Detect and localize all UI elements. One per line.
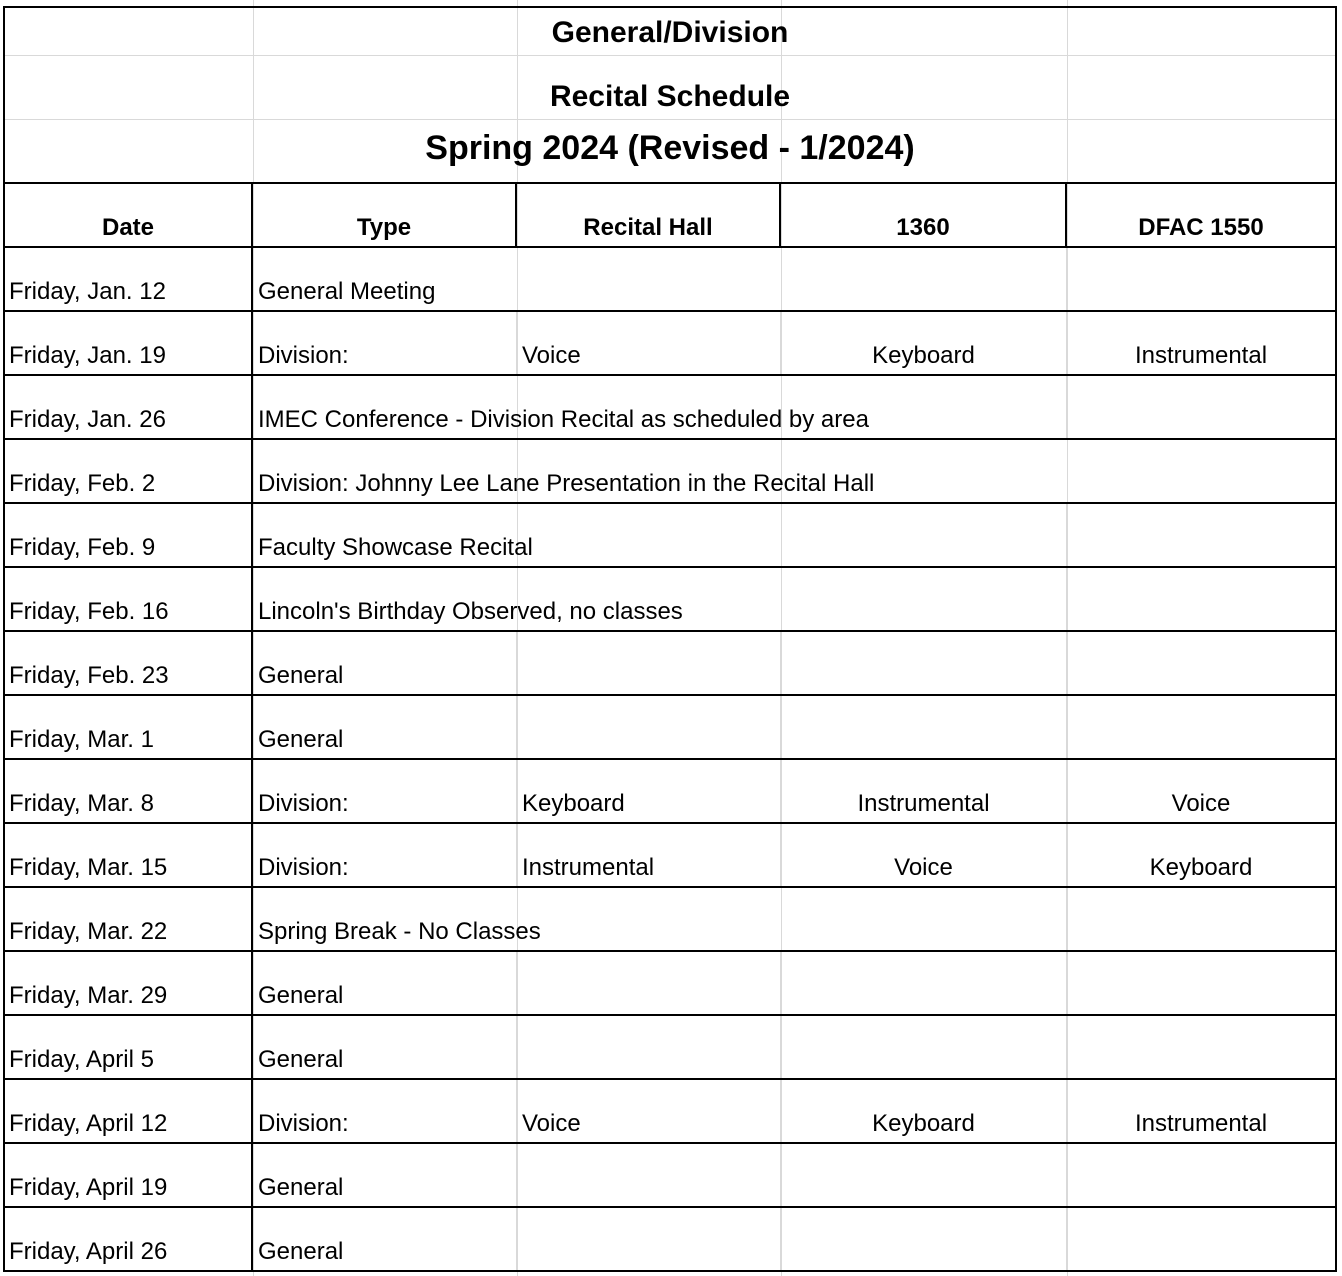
type-text: IMEC Conference - Division Recital as scheduled by area [258,406,869,433]
date-cell: Friday, Mar. 8 [5,760,253,822]
recital-hall-cell [517,1144,781,1206]
date-cell: Friday, April 12 [5,1080,253,1142]
room-1360-cell [781,1144,1067,1206]
dfac-1550-cell [1067,504,1335,566]
header-date: Date [5,184,253,246]
dfac-1550-cell [1067,568,1335,630]
recital-hall-cell: Keyboard [517,760,781,822]
room-1360-cell [781,632,1067,694]
type-text: Lincoln's Birthday Observed, no classes [258,598,683,625]
room-1360-cell: Keyboard [781,1080,1067,1142]
table-row [5,696,1335,760]
type-cell [253,440,875,502]
recital-hall-cell [517,504,781,566]
type-cell: General [253,1208,517,1270]
recital-hall-cell: Voice [517,1080,781,1142]
title-line-3: Spring 2024 (Revised - 1/2024) [5,120,1335,184]
date-cell: Friday, Feb. 23 [5,632,253,694]
recital-hall-cell [517,632,781,694]
table-row [5,952,1335,1016]
table-row [5,248,1335,312]
table-row [5,1016,1335,1080]
header-dfac-1550: DFAC 1550 [1138,214,1264,241]
dfac-1550-cell [1067,696,1335,758]
table-row [5,376,1335,440]
type-cell: Division: [253,1080,517,1142]
room-1360-cell: Keyboard [781,312,1067,374]
room-1360-cell [781,1208,1067,1270]
dfac-1550-cell [1067,1208,1335,1270]
table-row [5,312,1335,376]
type-cell: Division: [253,824,517,886]
table-row [5,504,1335,568]
table-row [5,440,1335,504]
recital-hall-cell [517,952,781,1014]
date-cell: Friday, April 26 [5,1208,253,1270]
table-row [5,568,1335,632]
dfac-1550-cell: Voice [1171,790,1231,817]
dfac-1550-cell: Instrumental [1134,1110,1268,1137]
room-1360-cell [781,952,1067,1014]
room-1360-cell [781,888,1067,950]
recital-hall-cell: Instrumental [517,824,781,886]
recital-hall-cell [517,696,781,758]
type-text: General Meeting [258,278,436,305]
recital-hall-cell [517,888,781,950]
recital-hall-cell [517,1208,781,1270]
date-cell: Friday, Mar. 29 [5,952,253,1014]
date-cell: Friday, Jan. 12 [5,248,253,310]
date-cell: Friday, Feb. 16 [5,568,253,630]
date-cell: Friday, Feb. 9 [5,504,253,566]
room-1360-cell [781,696,1067,758]
room-1360-cell: Instrumental [781,760,1067,822]
header-1360: 1360 [781,184,1067,246]
type-cell [253,376,869,438]
dfac-1550-cell [1067,632,1335,694]
title-line-2: Recital Schedule [5,56,1335,120]
table-row [5,1080,1335,1144]
table-row [5,824,1335,888]
date-cell: Friday, Feb. 2 [5,440,253,502]
room-1360-cell: Voice [781,824,1067,886]
type-cell: Division: [253,312,517,374]
room-1360-cell [781,248,1067,310]
date-cell: Friday, Mar. 22 [5,888,253,950]
header-row [5,184,1335,248]
date-cell: Friday, Mar. 15 [5,824,253,886]
dfac-1550-cell [1067,440,1335,502]
type-cell: General [253,952,517,1014]
table-row [5,760,1335,824]
date-cell: Friday, Jan. 26 [5,376,253,438]
dfac-1550-cell: Instrumental [1134,342,1268,369]
type-cell: General [253,1144,517,1206]
table-row [5,1144,1335,1208]
title-line-1: General/Division [5,8,1335,56]
room-1360-cell [781,504,1067,566]
type-cell [253,888,541,950]
recital-hall-cell [517,1016,781,1078]
dfac-1550-cell [1067,1144,1335,1206]
date-cell: Friday, April 19 [5,1144,253,1206]
type-text: Faculty Showcase Recital [258,534,533,561]
type-cell: Division: [253,760,517,822]
type-text: Spring Break - No Classes [258,918,541,945]
date-cell: Friday, Mar. 1 [5,696,253,758]
recital-hall-cell: Voice [517,312,781,374]
header-type: Type [253,184,517,246]
type-cell [253,248,517,310]
room-1360-cell [781,1016,1067,1078]
type-text: Division: Johnny Lee Lane Presentation in the Recital Hall [258,470,875,497]
recital-hall-cell [517,248,781,310]
type-cell [253,568,683,630]
type-cell [253,504,533,566]
header-recital-hall: Recital Hall [517,184,781,246]
dfac-1550-cell [1067,248,1335,310]
table-row [5,1208,1335,1272]
type-cell: General [253,632,517,694]
dfac-1550-cell [1067,376,1335,438]
room-1360-cell [781,568,1067,630]
table-row [5,632,1335,696]
type-cell: General [253,696,517,758]
date-cell: Friday, April 5 [5,1016,253,1078]
dfac-1550-cell [1067,1016,1335,1078]
schedule-rows [5,248,1335,1272]
type-cell: General [253,1016,517,1078]
dfac-1550-cell [1067,888,1335,950]
table-row [5,888,1335,952]
dfac-1550-cell: Keyboard [1149,854,1253,881]
schedule-table [3,6,1337,1272]
dfac-1550-cell [1067,952,1335,1014]
date-cell: Friday, Jan. 19 [5,312,253,374]
